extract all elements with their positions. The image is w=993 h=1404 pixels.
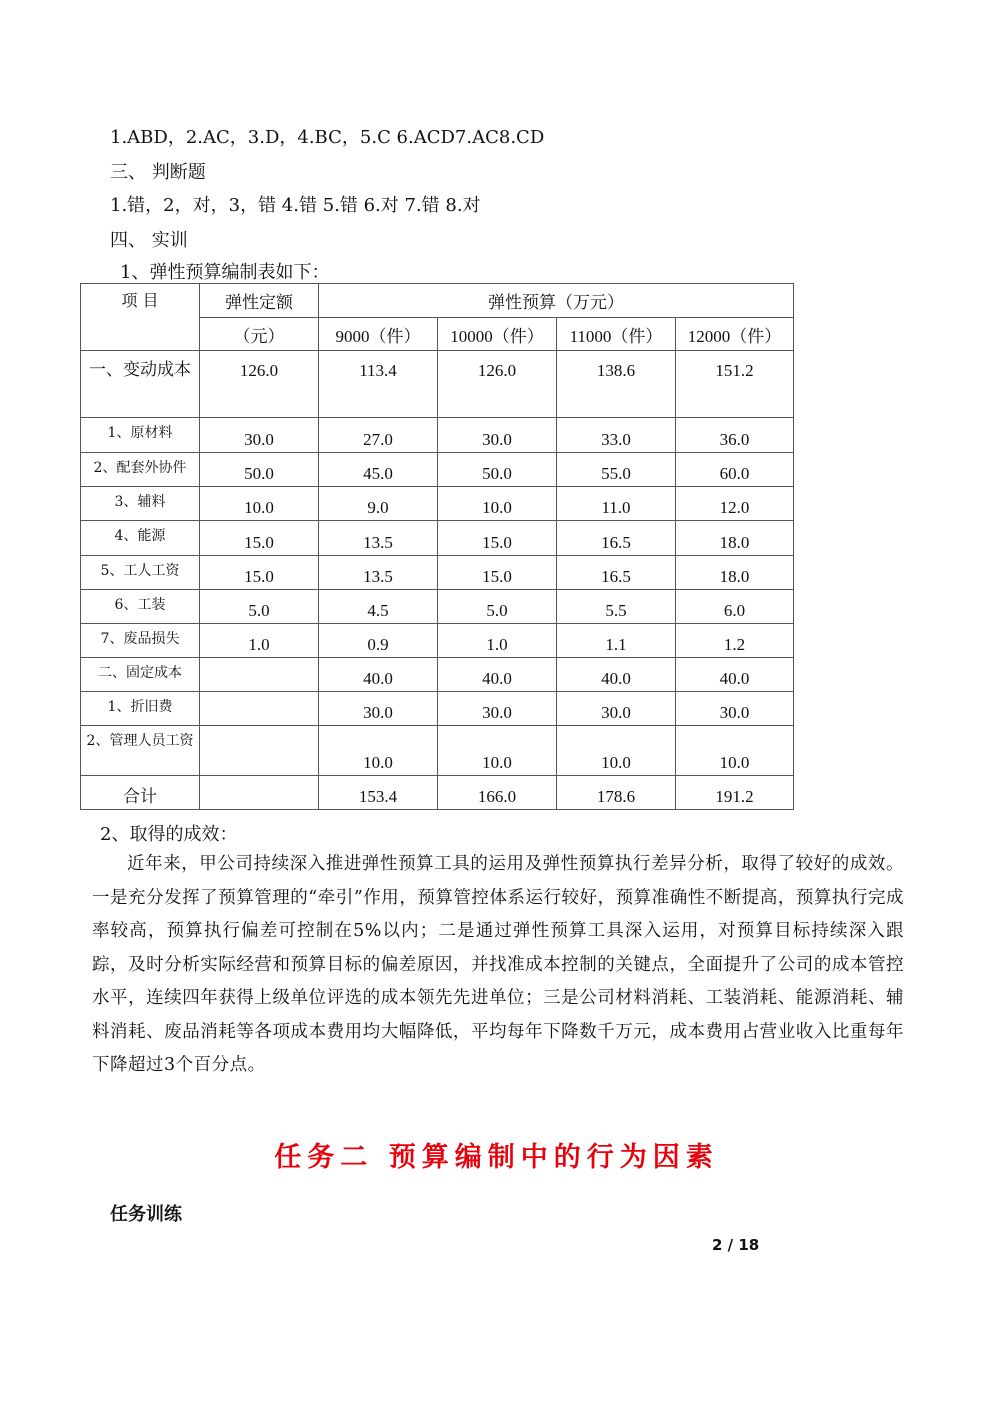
budget-cell: 178.6 [557,776,676,810]
table-row [81,624,794,658]
achievements-paragraph: 近年来，甲公司持续深入推进弹性预算工具的运用及弹性预算执行差异分析，取得了较好的成效。一是充分发挥了预算管理的“牵引”作用，预算管控体系运行较好，预算准确性不断提高，预算执行完成率较高，预算执行偏差可控制在5%以内；二是通过弹性预算工具深入运用，对预算目标持续深入跟踪，及时分析实际经营和预算目标的偏差原因，并找准成本控制的关键点，全面提升了公司的成本管控水平，连续四年获得上级单位评选的成本领先先进单位；三是公司材料消耗、工装消耗、能源消耗、辅料消耗、废品消耗等各项成本费用均大幅降低，平均每年下降数千万元，成本费用占营业收入比重每年下降超过3个百分点。 [92,854,904,1075]
budget-cell: 138.6 [557,351,676,418]
rate-cell [200,692,319,726]
table-row [81,453,794,487]
budget-cell: 40.0 [676,658,794,692]
rate-cell [200,658,319,692]
table-row [81,658,794,692]
budget-cell: 13.5 [319,521,438,556]
section-heading-practice: 四、 实训 [110,230,188,251]
budget-cell: 10.0 [438,726,557,776]
budget-cell: 191.2 [676,776,794,810]
budget-cell: 13.5 [319,556,438,590]
budget-cell: 18.0 [676,521,794,556]
table-row [81,521,794,556]
row-label: 5、工人工资 [81,556,200,590]
achievements-heading: 2、取得的成效： [100,824,238,845]
budget-cell: 5.0 [438,590,557,624]
budget-cell: 40.0 [438,658,557,692]
budget-cell: 12.0 [676,487,794,521]
budget-cell: 36.0 [676,418,794,453]
budget-cell: 16.5 [557,521,676,556]
budget-cell: 15.0 [438,521,557,556]
table-row [81,590,794,624]
table-row [81,692,794,726]
budget-cell: 27.0 [319,418,438,453]
budget-cell: 10.0 [676,726,794,776]
row-label: 4、能源 [81,521,200,556]
table-row [81,351,794,418]
table-caption: 1、弹性预算编制表如下： [120,262,330,283]
task-title: 任务二 预算编制中的行为因素 [274,1142,719,1173]
budget-cell: 11.0 [557,487,676,521]
rate-cell: 5.0 [200,590,319,624]
header-budget: 弹性预算（万元） [319,284,794,318]
table-row [81,487,794,521]
rate-cell: 15.0 [200,556,319,590]
row-label: 7、废品损失 [81,624,200,658]
budget-cell: 40.0 [557,658,676,692]
rate-cell: 10.0 [200,487,319,521]
page-number: 2 / 18 [712,1236,760,1254]
budget-cell: 40.0 [319,658,438,692]
rate-cell: 1.0 [200,624,319,658]
header-col: 10000（件） [438,318,557,351]
section-heading-judgment: 三、 判断题 [110,162,206,183]
budget-cell: 16.5 [557,556,676,590]
budget-cell: 113.4 [319,351,438,418]
budget-cell: 153.4 [319,776,438,810]
header-col: 12000（件） [676,318,794,351]
budget-cell: 45.0 [319,453,438,487]
table-row [81,726,794,776]
flexible-budget-table [80,283,794,810]
rate-cell [200,776,319,810]
table-row [81,418,794,453]
budget-cell: 30.0 [438,692,557,726]
budget-cell: 18.0 [676,556,794,590]
row-label: 2、管理人员工资 [81,726,200,776]
budget-cell: 151.2 [676,351,794,418]
row-label: 1、原材料 [81,418,200,453]
mc-answers: 1.ABD，2.AC，3.D，4.BC，5.C 6.ACD7.AC8.CD [110,127,545,148]
tf-answers: 1.错，2，对，3，错 4.错 5.错 6.对 7.错 8.对 [110,195,481,216]
rate-cell: 126.0 [200,351,319,418]
budget-cell: 126.0 [438,351,557,418]
budget-cell: 30.0 [676,692,794,726]
table-row [81,776,794,810]
budget-cell: 4.5 [319,590,438,624]
table-row [81,556,794,590]
rate-cell: 50.0 [200,453,319,487]
budget-cell: 1.0 [438,624,557,658]
row-label: 6、工装 [81,590,200,624]
header-rate: 弹性定额 [200,284,319,318]
row-label: 2、配套外协件 [81,453,200,487]
row-label: 二、固定成本 [81,658,200,692]
budget-cell: 10.0 [438,487,557,521]
budget-cell: 1.1 [557,624,676,658]
budget-cell: 0.9 [319,624,438,658]
budget-cell: 30.0 [557,692,676,726]
task-subtitle: 任务训练 [110,1204,182,1225]
row-label: 3、辅料 [81,487,200,521]
header-col: 11000（件） [557,318,676,351]
budget-cell: 15.0 [438,556,557,590]
budget-cell: 55.0 [557,453,676,487]
budget-cell: 5.5 [557,590,676,624]
header-col: 9000（件） [319,318,438,351]
budget-cell: 10.0 [319,726,438,776]
row-label: 1、折旧费 [81,692,200,726]
header-item: 项 目 [81,284,200,351]
budget-cell: 166.0 [438,776,557,810]
rate-cell: 30.0 [200,418,319,453]
row-label: 合计 [81,776,200,810]
budget-cell: 6.0 [676,590,794,624]
budget-cell: 33.0 [557,418,676,453]
header-rate-unit: （元） [200,318,319,351]
budget-cell: 30.0 [438,418,557,453]
rate-cell: 15.0 [200,521,319,556]
budget-cell: 60.0 [676,453,794,487]
budget-cell: 50.0 [438,453,557,487]
budget-cell: 30.0 [319,692,438,726]
budget-cell: 10.0 [557,726,676,776]
budget-cell: 1.2 [676,624,794,658]
row-label: 一、变动成本 [81,351,200,418]
budget-cell: 9.0 [319,487,438,521]
rate-cell [200,726,319,776]
